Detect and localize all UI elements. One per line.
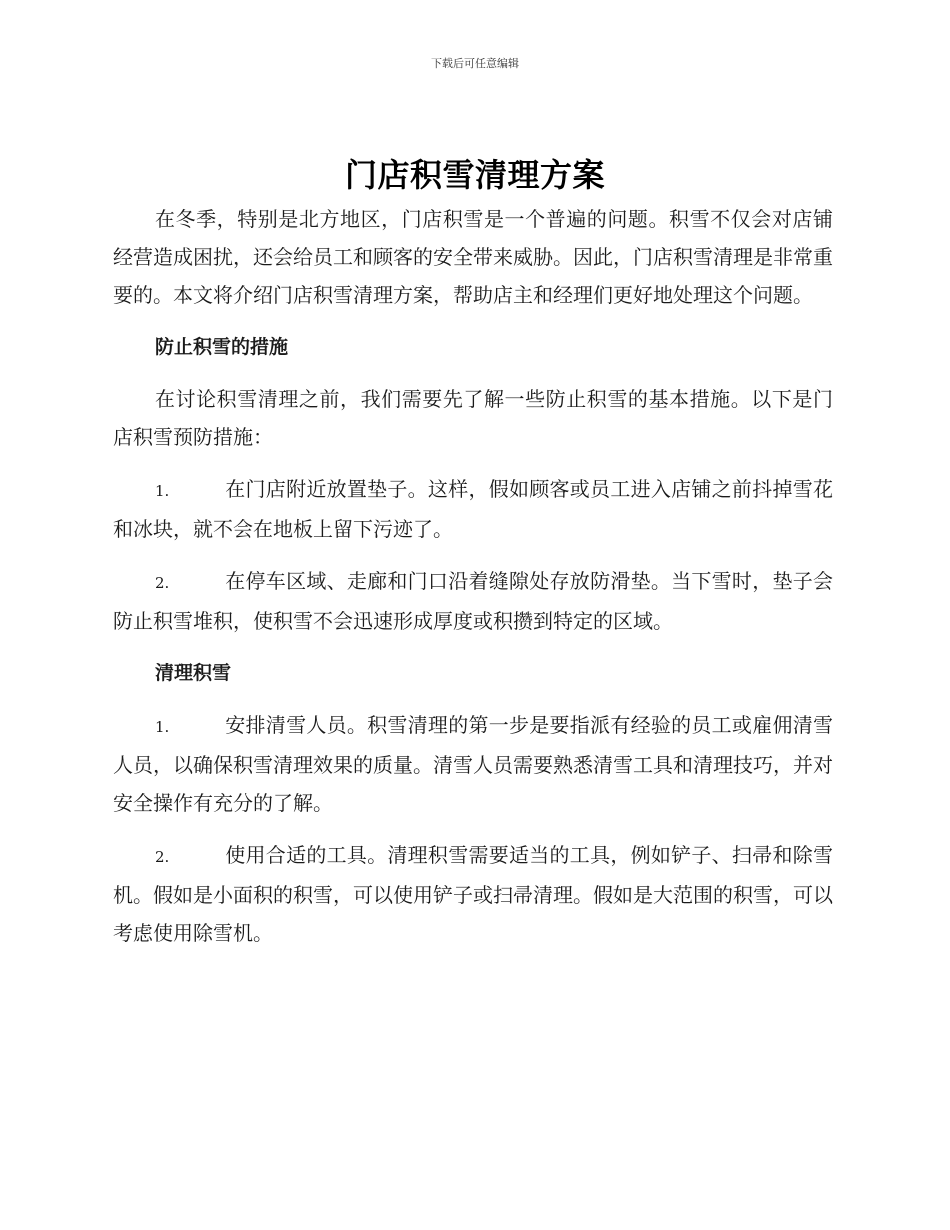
list-item [113,470,833,548]
list-item-text: 在停车区域、走廊和门口沿着缝隙处存放防滑垫。当下雪时，垫子会防止积雪堆积，使积雪不会迅速形成厚度或积攒到特定的区域。 [113,569,833,633]
list-number: 2. [155,574,170,592]
document-title: 门店积雪清理方案 [344,156,605,194]
list-item-text: 在门店附近放置垫子。这样，假如顾客或员工进入店铺之前抖掉雪花和冰块，就不会在地板上留下污迹了。 [113,477,833,541]
list-item [113,836,833,952]
list-number: 1. [155,482,170,500]
list-item-text: 安排清雪人员。积雪清理的第一步是要指派有经验的员工或雇佣清雪人员，以确保积雪清理效果的质量。清雪人员需要熟悉清雪工具和清理技巧，并对安全操作有充分的了解。 [113,713,833,815]
section-heading-prevention: 防止积雪的措施 [155,336,289,358]
section-heading-cleaning: 清理积雪 [155,662,232,684]
list-number: 2. [155,848,170,866]
list-number: 1. [155,718,170,736]
header-note: 下载后可任意编辑 [431,57,519,70]
document-body [113,200,833,966]
prevention-intro: 在讨论积雪清理之前，我们需要先了解一些防止积雪的基本措施。以下是门店积雪预防措施： [113,387,833,449]
list-item-text: 使用合适的工具。清理积雪需要适当的工具，例如铲子、扫帚和除雪机。假如是小面积的积雪，可以使用铲子或扫帚清理。假如是大范围的积雪，可以考虑使用除雪机。 [113,843,833,945]
list-item [113,706,833,822]
list-item [113,562,833,640]
intro-paragraph: 在冬季，特别是北方地区，门店积雪是一个普遍的问题。积雪不仅会对店铺经营造成困扰，还会给员工和顾客的安全带来威胁。因此，门店积雪清理是非常重要的。本文将介绍门店积雪清理方案，帮助店主和经理们更好地处理这个问题。 [113,207,833,307]
